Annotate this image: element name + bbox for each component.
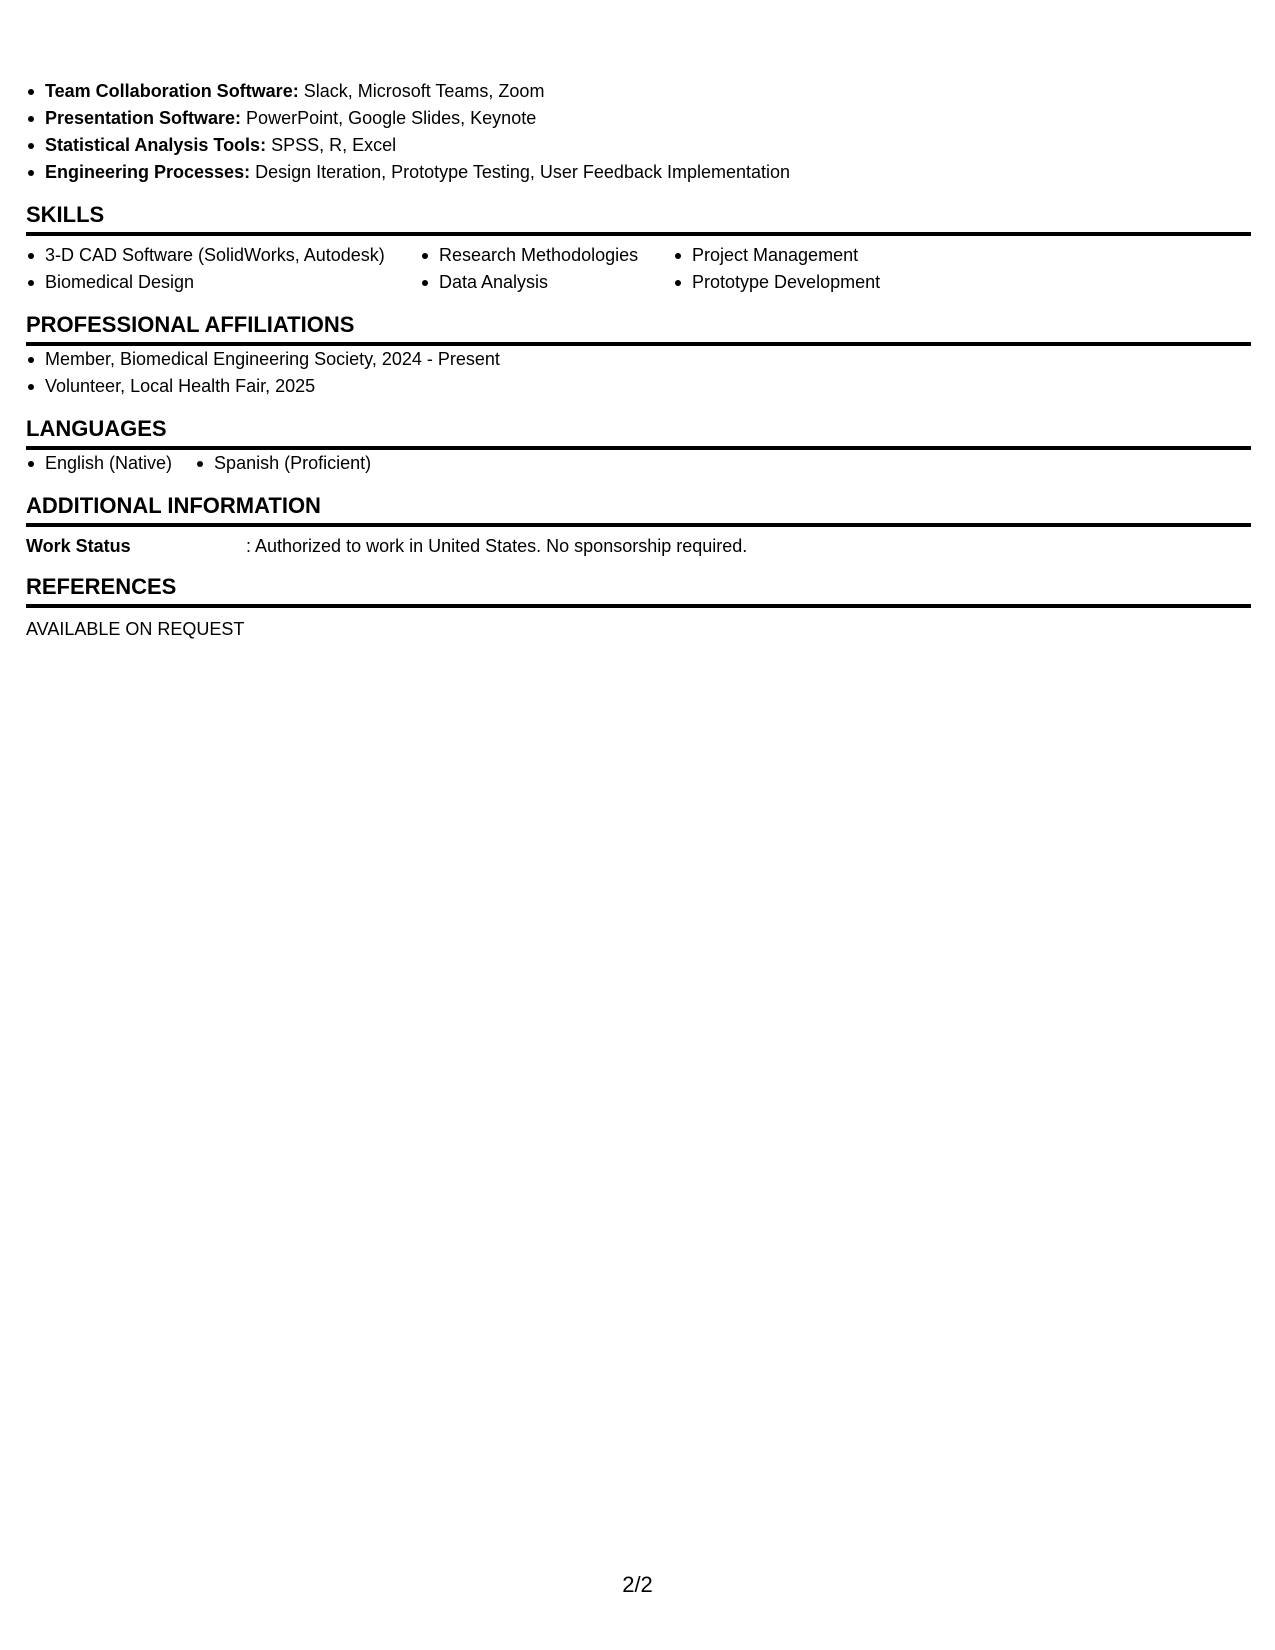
tool-label: Engineering Processes: xyxy=(45,162,251,182)
affiliations-heading: PROFESSIONAL AFFILIATIONS xyxy=(26,312,1251,346)
list-item xyxy=(26,105,1251,132)
languages-heading: LANGUAGES xyxy=(26,416,1251,450)
list-item xyxy=(26,132,1251,159)
list-item: Prototype Development xyxy=(673,269,973,296)
skills-column xyxy=(673,242,973,296)
resume-page xyxy=(26,78,1251,643)
skills-column xyxy=(420,242,673,296)
affiliations-list xyxy=(26,346,1251,400)
additional-info-heading: ADDITIONAL INFORMATION xyxy=(26,493,1251,527)
skills-heading: SKILLS xyxy=(26,202,1251,236)
page-number: 2/2 xyxy=(622,1572,653,1597)
list-item: English (Native) xyxy=(26,450,172,477)
list-item: Spanish (Proficient) xyxy=(195,450,371,477)
list-item: Biomedical Design xyxy=(26,269,420,296)
list-item: 3-D CAD Software (SolidWorks, Autodesk) xyxy=(26,242,420,269)
list-item: Project Management xyxy=(673,242,973,269)
list-item: Member, Biomedical Engineering Society, 2024 - Present xyxy=(26,346,1251,373)
list-item xyxy=(26,78,1251,105)
tool-label: Statistical Analysis Tools: xyxy=(45,135,267,155)
tool-value: SPSS, R, Excel xyxy=(266,135,397,155)
tool-value: Slack, Microsoft Teams, Zoom xyxy=(298,81,545,101)
tool-label: Team Collaboration Software: xyxy=(45,81,299,101)
tool-value: Design Iteration, Prototype Testing, User Feedback Implementation xyxy=(250,162,791,182)
references-heading: REFERENCES xyxy=(26,574,1251,608)
list-item: Volunteer, Local Health Fair, 2025 xyxy=(26,373,1251,400)
skills-column xyxy=(26,242,420,296)
list-item: Research Methodologies xyxy=(420,242,673,269)
references-text: AVAILABLE ON REQUEST xyxy=(26,619,245,639)
skills-grid xyxy=(26,242,1251,296)
tools-list xyxy=(26,78,1251,186)
tool-label: Presentation Software: xyxy=(45,108,242,128)
languages-list xyxy=(26,450,1251,477)
work-status-value: : Authorized to work in United States. No sponsorship required. xyxy=(246,536,748,556)
tool-value: PowerPoint, Google Slides, Keynote xyxy=(241,108,537,128)
work-status-label: Work Status xyxy=(26,536,131,556)
list-item: Data Analysis xyxy=(420,269,673,296)
list-item xyxy=(26,159,1251,186)
work-status-row xyxy=(26,533,1251,560)
